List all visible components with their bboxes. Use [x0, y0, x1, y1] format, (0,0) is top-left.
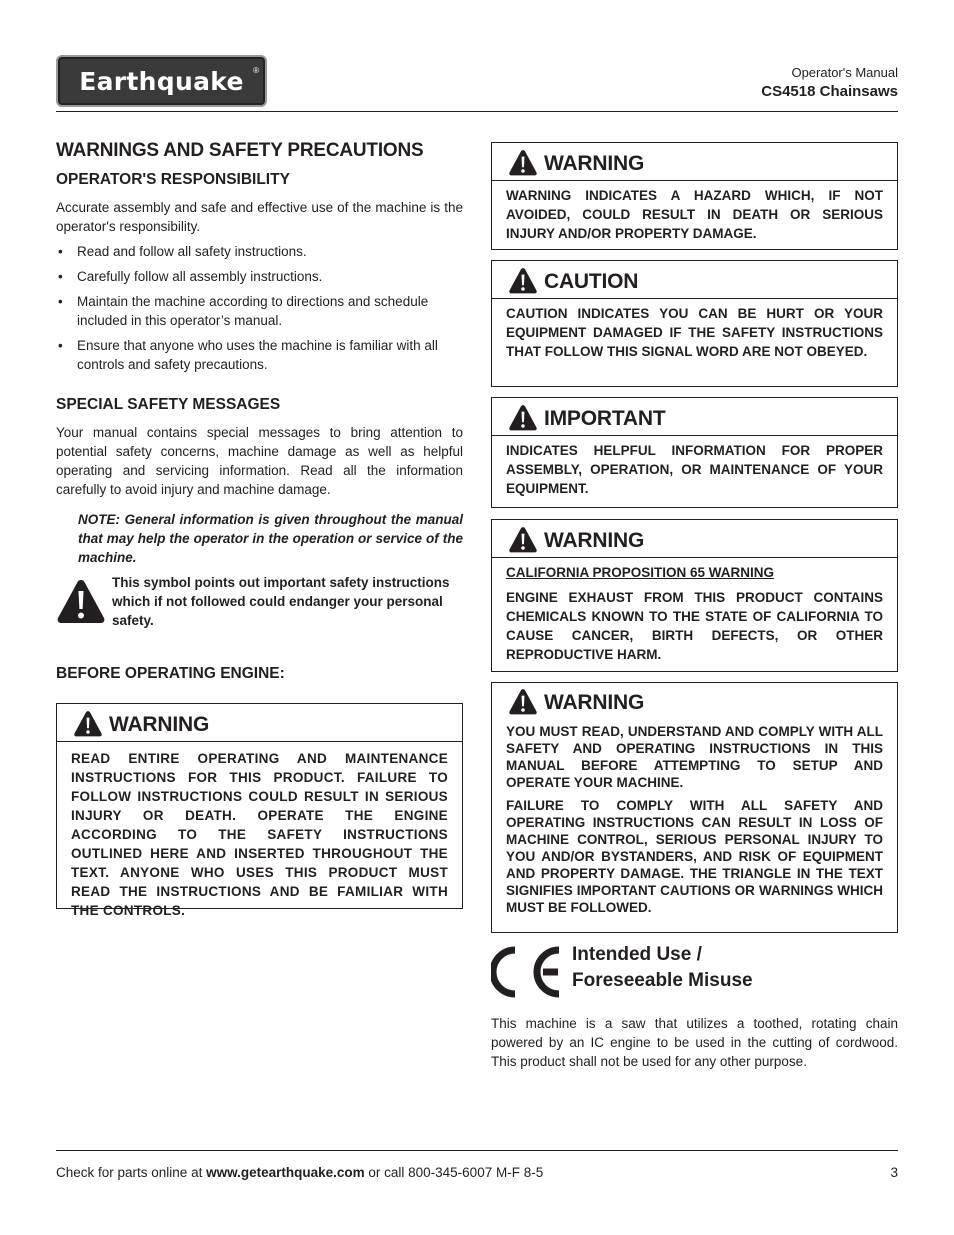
- caution-box: [491, 260, 898, 387]
- responsibility-intro: Accurate assembly and safe and effective use of the machine is the operator's responsibility.: [56, 200, 463, 234]
- warning-text: READ ENTIRE OPERATING AND MAINTENANCE INSTRUCTIONS FOR THIS PRODUCT. FAILURE TO FOLLOW INSTRUCTIONS COULD RESULT IN SERIOUS INJURY OR DEATH. OPERATE THE ENGINE ACCORDING TO THE SAFETY INSTRUCTIONS OUTLINED HERE AND INSERTED THROUGHOUT THE TEXT. ANYONE WHO USES THIS PRODUCT MUST READ THE INSTRUCTIONS AND BE FAMILIAR WITH THE CONTROLS.: [71, 751, 448, 918]
- list-item: • Read and follow all safety instructions.: [56, 242, 463, 261]
- special-heading: SPECIAL SAFETY MESSAGES: [56, 396, 281, 413]
- note-text: NOTE: General information is given throughout the manual that may help the operator in the operation or service of the machine.: [78, 512, 463, 565]
- warning-triangle-icon: [56, 573, 112, 630]
- important-box-header: [492, 398, 897, 436]
- footer-divider: [56, 1150, 898, 1151]
- earthquake-logo: [56, 55, 267, 107]
- page-title: WARNINGS AND SAFETY PRECAUTIONS: [56, 140, 424, 161]
- warning-triangle-icon: [508, 526, 538, 553]
- header-info: [761, 64, 898, 102]
- before-heading: BEFORE OPERATING ENGINE:: [56, 665, 285, 682]
- warning-text: WARNING INDICATES A HAZARD WHICH, IF NOT AVOIDED, COULD RESULT IN DEATH OR SERIOUS INJURY AND/OR PROPERTY DAMAGE.: [506, 188, 883, 241]
- warning-body: [492, 181, 897, 243]
- responsibility-heading: OPERATOR'S RESPONSIBILITY: [56, 171, 290, 188]
- warning-title: WARNING: [544, 529, 645, 552]
- warning-body: [492, 558, 897, 664]
- intended-use-title: [572, 942, 753, 994]
- list-item: • Carefully follow all assembly instructions.: [56, 267, 463, 286]
- warning-triangle-icon: [508, 404, 538, 431]
- symbol-row: [56, 573, 463, 630]
- warning-triangle-icon: [73, 710, 103, 737]
- caution-text: CAUTION INDICATES YOU CAN BE HURT OR YOUR EQUIPMENT DAMAGED IF THE SAFETY INSTRUCTIONS THAT FOLLOW THIS SIGNAL WORD ARE NOT OBEYED.: [506, 306, 883, 359]
- responsibility-list: [56, 242, 463, 374]
- prop65-heading: CALIFORNIA PROPOSITION 65 WARNING: [506, 565, 775, 580]
- warning-title: WARNING: [109, 713, 210, 736]
- special-text: Your manual contains special messages to bring attention to potential safety concerns, machine damage as well as helpful operating and servicing information. Read all the information carefully to avoid injury and machine damage.: [56, 425, 463, 497]
- warning-triangle-icon: [508, 688, 538, 715]
- ce-mark-icon: [491, 945, 563, 999]
- header-divider: [56, 111, 898, 112]
- registered-mark: ®: [253, 66, 259, 75]
- warning-title: WARNING: [544, 152, 645, 175]
- footer-prefix: Check for parts online at: [56, 1165, 207, 1180]
- caution-title: CAUTION: [544, 270, 639, 293]
- manual-label: Operator's Manual: [791, 65, 898, 80]
- warning-box-compliance: [491, 682, 898, 933]
- warning-body: [492, 719, 897, 916]
- left-column: [56, 138, 463, 684]
- page-number: 3: [890, 1165, 898, 1180]
- caution-body: [492, 299, 897, 361]
- warning-box-header: [492, 143, 897, 181]
- important-text: INDICATES HELPFUL INFORMATION FOR PROPER ASSEMBLY, OPERATION, OR MAINTENANCE OF YOUR EQUIPMENT.: [506, 443, 883, 496]
- intended-use-title-line2: Foreseeable Misuse: [572, 970, 753, 991]
- warning-box-header: [492, 683, 897, 719]
- warning-box-definition: [491, 142, 898, 250]
- warning-body: [57, 742, 462, 920]
- footer-suffix: or call 800-345-6007 M-F 8-5: [364, 1165, 544, 1180]
- important-body: [492, 436, 897, 498]
- warning-text: ENGINE EXHAUST FROM THIS PRODUCT CONTAINS CHEMICALS KNOWN TO THE STATE OF CALIFORNIA TO CAUSE CANCER, BIRTH DEFECTS, OR OTHER REPRODUCTIVE HARM.: [506, 590, 883, 662]
- logo-text: Earthquake: [79, 66, 244, 96]
- warning-box-prop65: [491, 519, 898, 672]
- warning-triangle-icon: [508, 149, 538, 176]
- intended-use-text: This machine is a saw that utilizes a toothed, rotating chain powered by an IC engine to be used in the cutting of cordwood. This product shall not be used for any other purpose.: [491, 1016, 898, 1069]
- model-label: CS4518 Chainsaws: [761, 83, 898, 100]
- list-item: • Maintain the machine according to directions and schedule included in this operator’s manual.: [56, 292, 463, 330]
- warning-box-header: [492, 520, 897, 558]
- important-box: [491, 397, 898, 508]
- important-title: IMPORTANT: [544, 407, 666, 430]
- caution-box-header: [492, 261, 897, 299]
- footer-text: [56, 1164, 543, 1182]
- list-item: • Ensure that anyone who uses the machine is familiar with all controls and safety precautions.: [56, 336, 463, 374]
- symbol-description: This symbol points out important safety instructions which if not followed could endanger your personal safety.: [112, 575, 450, 628]
- intended-use-title-line1: Intended Use /: [572, 944, 702, 965]
- warning-title: WARNING: [544, 691, 645, 714]
- warning-box-operating: [56, 703, 463, 918]
- warning-text: FAILURE TO COMPLY WITH ALL SAFETY AND OPERATING INSTRUCTIONS CAN RESULT IN LOSS OF MACHINE CONTROL, SERIOUS PERSONAL INJURY TO YOU AND/OR BYSTANDERS, AND RISK OF EQUIPMENT AND PROPERTY DAMAGE. THE TRIANGLE IN THE TEXT SIGNIFIES IMPORTANT CAUTIONS OR WARNINGS WHICH MUST BE FOLLOWED.: [506, 798, 883, 915]
- website-link[interactable]: www.getearthquake.com: [206, 1165, 365, 1180]
- warning-text: YOU MUST READ, UNDERSTAND AND COMPLY WITH ALL SAFETY AND OPERATING INSTRUCTIONS IN THIS MANUAL BEFORE ATTEMPTING TO SETUP AND OPERATE YOUR MACHINE.: [506, 724, 883, 790]
- warning-triangle-icon: [508, 267, 538, 294]
- warning-box-header: [57, 704, 462, 742]
